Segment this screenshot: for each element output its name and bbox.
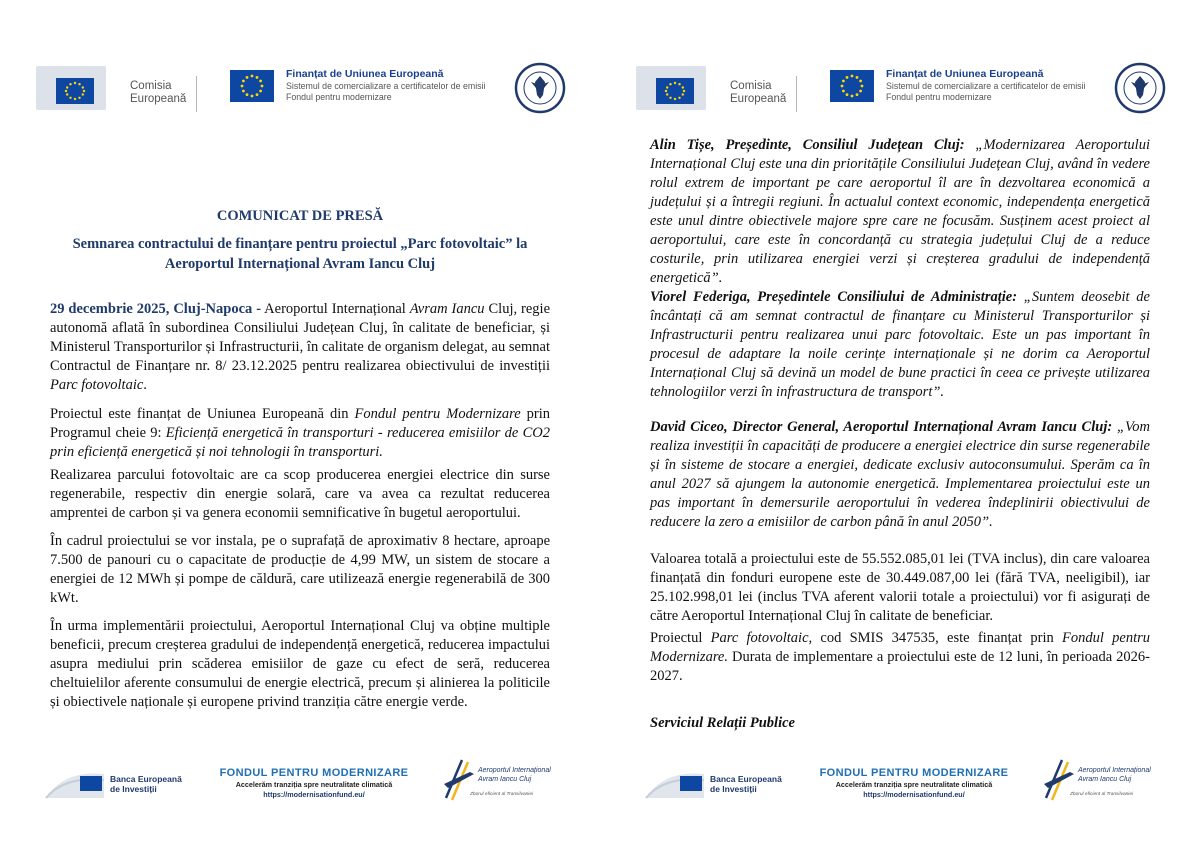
footer-logos [44, 758, 564, 808]
quote-viorel-federiga: Viorel Federiga, Președintele Consiliului de Administrație: „Suntem deosebit de încântați că am semnat contractul de finanțare cu Ministerul Transporturilor și Infrastructurii pentru realizarea unui parc fotovoltaic. Este un pas important în procesul de adaptare la noile cerințe internaționale și ne dorim ca Aeroportul Internațional Cluj să devină un model de bune practici în ceea ce privește utilizarea tehnologiilor verzi în infrastructura de transport”. [650, 289, 1150, 400]
eib-label-1: Banca Europeană [110, 774, 182, 784]
fpm-title: FONDUL PENTRU MODERNIZARE [219, 767, 409, 779]
eu-funded-line3: Fondul pentru modernizare [886, 92, 992, 102]
airport-tagline: Zborul eficient al Transilvaniei [470, 792, 534, 797]
fpm-subtitle: Accelerăm tranziția spre neutralitate climatică [235, 780, 393, 789]
ec-label-1: Comisia [730, 80, 772, 92]
paragraph-4: În cadrul proiectului se vor instala, pe o suprafață de aproximativ 8 hectare, aproape 7.500 de panouri cu o capacitate de producție de 4,99 MW, un sistem de stocare a energiei de 12 MWh și pompe de căldură, care utilizează energie regenerabilă de 300 kWt. [50, 533, 550, 606]
paragraph-3: Realizarea parcului fotovoltaic are ca scop producerea energiei electrice din surse regenerabile, respectiv din energie solară, care va avea ca rezultat reducerea amprentei de carbon și va genera economii semnificative în bugetul aeroportului. [50, 467, 550, 521]
quote-david-ciceo: David Ciceo, Director General, Aeroportul Internațional Avram Iancu Cluj: „Vom realiza investiții în capacități de producere a energiei electrice din surse regenerabile și în sisteme de stocare a energiei, dedicate exclusiv autoconsumului. Sperăm ca în anul 2027 să ajungem la autonomie energetică. Implementarea proiectului este un pas important în demersurile aeroportului în vederea îndeplinirii obiectivului de reducere la zero a emisiilor de carbon până în anul 2050”. [650, 419, 1150, 530]
footer-logos [644, 758, 1164, 808]
airport-name-1: Aeroportul Internațional [478, 767, 551, 774]
press-release-heading: COMUNICAT DE PRESĂ [216, 208, 384, 224]
airport-logo [440, 758, 560, 806]
paragraph-2: Proiectul este finanțat de Uniunea Europeană din Fondul pentru Modernizare prin Programul cheie 9: Eficiență energetică în transporturi - reducerea emisiilor de CO2 prin eficiență energetică și noi tehnologii în transporturi. [50, 406, 550, 460]
paragraph-budget: Valoarea totală a proiectului este de 55.552.085,01 lei (TVA inclus), din care valoarea finanțată din fonduri europene este de 30.449.087,00 lei (fără TVA, neeligibil), iar 25.102.998,01 lei (inclus TVA aferent valorii totale a proiectului) vor fi asigurați de către Aeroportul Internațional Cluj în calitate de beneficiar. [650, 551, 1150, 624]
fpm-title: FONDUL PENTRU MODERNIZARE [819, 767, 1009, 779]
ec-label-1: Comisia [130, 80, 172, 92]
eu-funded-line2: Sistemul de comercializare a certificatelor de emisii [286, 81, 486, 91]
modernisation-fund-logo [204, 766, 424, 800]
airport-logo [1040, 758, 1160, 806]
airport-name-2: Avram Iancu Cluj [478, 776, 532, 783]
romanian-government-seal [1114, 62, 1166, 114]
fpm-url[interactable]: https://modernisationfund.eu/ [263, 790, 365, 799]
eib-logo [44, 762, 182, 800]
fpm-subtitle: Accelerăm tranziția spre neutralitate climatică [835, 780, 993, 789]
eib-label-2: de Investiții [710, 784, 757, 794]
airport-name-1: Aeroportul Internațional [1078, 767, 1151, 774]
header-logos [36, 62, 566, 118]
ec-label-2: Europeană [130, 93, 187, 105]
modernisation-fund-logo [804, 766, 1024, 800]
airport-name-2: Avram Iancu Cluj [1078, 776, 1132, 783]
eib-label-1: Banca Europeană [710, 774, 782, 784]
fpm-url[interactable]: https://modernisationfund.eu/ [863, 790, 965, 799]
press-release-subtitle: Semnarea contractului de finanțare pentru proiectul „Parc fotovoltaic” la Aeroportul Internațional Avram Iancu Cluj [72, 236, 528, 272]
airport-tagline: Zborul eficient al Transilvaniei [1070, 792, 1134, 797]
eu-funded-title: Finanțat de Uniunea Europeană [286, 68, 444, 80]
paragraph-project: Proiectul Parc fotovoltaic, cod SMIS 347535, este finanțat prin Fondul pentru Modernizare. Durata de implementare a proiectului este de 12 luni, în perioada 2026-2027. [650, 630, 1150, 684]
quote-alin-tise: Alin Tișe, Președinte, Consiliul Județean Cluj: „Modernizarea Aeroportului Internațional Cluj este una din prioritățile Consiliului Județean Cluj, având în vedere rolul extrem de important pe care aeroportul îl are în dezvoltarea economică a județului și a întregii regiuni. În actualul context economic, independența energetică este unul dintre obiectivele majore spre care ne focusăm. Susținem acest proiect al aeroportului, care este în concordanță cu strategia județului Cluj de a reduce costurile, prin utilizarea energiei verzi și creșterea gradului de independență energetică”. [650, 137, 1150, 286]
signature-public-relations: Serviciul Relații Publice [650, 715, 795, 731]
eib-logo [644, 762, 782, 800]
ec-label-2: Europeană [730, 93, 787, 105]
page-right [600, 0, 1200, 849]
paragraph-1: 29 decembrie 2025, Cluj-Napoca - Aeroportul Internațional Avram Iancu Cluj, regie autonomă aflată în subordinea Consiliului Județean Cluj, în calitate de beneficiar, și Ministerul Transporturilor și Infrastructurii, în calitate de organism delegat, au semnat Contractul de Finanțare nr. 8/ 23.12.2025 pentru realizarea obiectivului de investiții Parc fotovoltaic. [50, 301, 551, 393]
eu-funded-line2: Sistemul de comercializare a certificatelor de emisii [886, 81, 1086, 91]
paragraph-5: În urma implementării proiectului, Aeroportul Internațional Cluj va obține multiple beneficii, precum creșterea gradului de independență energetică, reducerea impactului asupra mediului prin scăderea emisiilor de gaze cu efect de seră, reducerea cheltuielilor aferente consumului de energie electrică, precum și alinierea la politicile și obiectivele naționale și europene privind tranziția către energie verde. [50, 618, 550, 710]
eu-funded-title: Finanțat de Uniunea Europeană [886, 68, 1044, 80]
eu-funded-line3: Fondul pentru modernizare [286, 92, 392, 102]
header-logos [636, 62, 1166, 118]
romanian-government-seal [514, 62, 566, 114]
eib-label-2: de Investiții [110, 784, 157, 794]
